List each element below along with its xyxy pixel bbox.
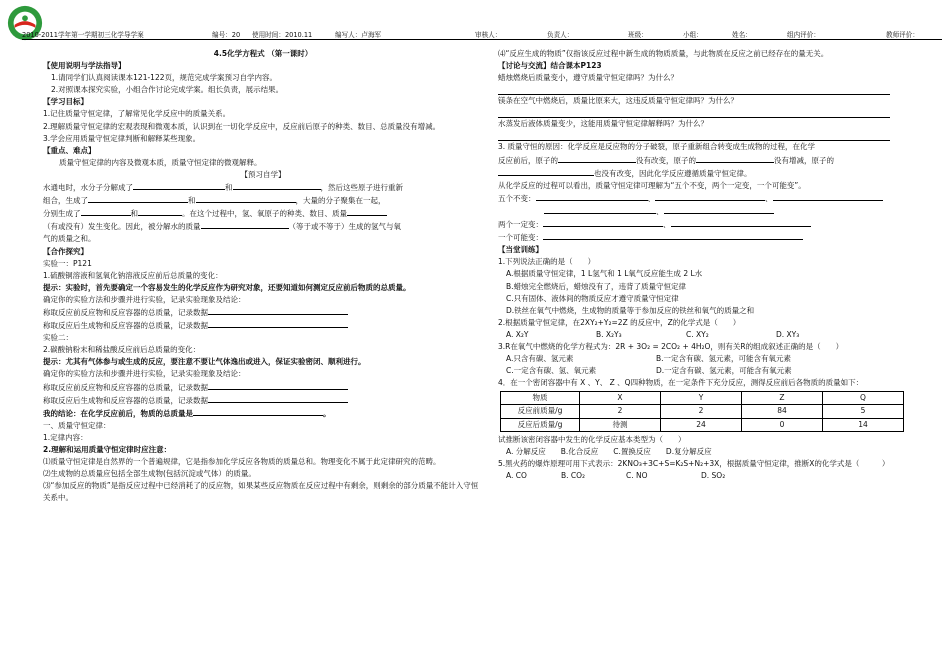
- law-item: ⑵生成物的总质量应包括全部生成物(包括沉淀或气体）的质量。: [43, 469, 256, 479]
- table-header-cell: Y: [661, 392, 742, 405]
- reason-text: 没有改变，原子的: [636, 155, 696, 165]
- section-discuss-heading: 【讨论与交流】结合课本P123: [498, 61, 602, 71]
- preview-text: 水通电时，水分子分解成了: [43, 183, 133, 193]
- reason-text: 也没有改变，因此化学反应遵循质量守恒定律。: [594, 168, 752, 178]
- left-column: [43, 48, 483, 504]
- blank-field[interactable]: [81, 207, 131, 216]
- record-text: 称取反应前反应物和反应容器的总质量，记录数据: [43, 307, 208, 317]
- record-text: 称取反应后生成物和反应容器的总质量，记录数据: [43, 395, 208, 405]
- option[interactable]: D. XY₃: [776, 329, 800, 339]
- option[interactable]: C.只有固体、液体间的物质反应才遵守质量守恒定律: [506, 293, 679, 303]
- preview-line: [43, 194, 483, 207]
- table-header-cell: X: [580, 392, 661, 405]
- two-label: 两个一定变：: [498, 220, 543, 230]
- table-header-cell: Z: [742, 392, 823, 405]
- preview-text: ，大量的分子聚集在一起，: [295, 196, 386, 206]
- blank-field[interactable]: [208, 319, 348, 328]
- section-preview-heading: 【预习自学】: [240, 169, 286, 179]
- law-item: ⑴质量守恒定律是自然界的一个普遍规律，它是指参加化学反应各物质的质量总和。物理变化不属于此定律研究的范畴。: [43, 457, 441, 467]
- option[interactable]: D.一定含有碳、氢元素，可能含有氧元素: [656, 366, 792, 376]
- preview-text: （等于或不等于）生成的氢气与氧: [288, 222, 401, 232]
- blank-field[interactable]: [347, 207, 387, 216]
- option[interactable]: C.一定含有碳、氢、氧元素: [506, 366, 597, 376]
- five-label: 五个不变：: [498, 193, 536, 203]
- preview-text: 和: [130, 209, 138, 219]
- table-cell: 反应前质量/g: [501, 405, 580, 418]
- table-cell: 24: [661, 418, 742, 431]
- option[interactable]: B.一定含有碳、氢元素，可能含有氧元素: [656, 354, 792, 364]
- goal-item: 3.学会应用质量守恒定律判断和解释某些现象。: [43, 133, 201, 143]
- experiment-plan: 确定你的实验方法和步骤并进行实验，记录实验现象及结论：: [43, 369, 246, 379]
- blank-field[interactable]: [208, 306, 348, 315]
- conclusion-line: [43, 407, 483, 420]
- right-column: [498, 48, 910, 482]
- header-reviewer: 审核人：: [475, 31, 502, 39]
- question: 试推断该密闭容器中发生的化学反应基本类型为（ ）: [498, 434, 686, 444]
- reason-line: [498, 154, 910, 167]
- preview-line: [43, 181, 483, 194]
- discuss-question: 镁条在空气中燃烧后，质量比原来大，这违反质量守恒定律吗？为什么？: [498, 96, 738, 106]
- goal-item: 2.理解质量守恒定律的宏观表现和微观本质，认识到在一切化学反应中，反应前后原子的种类、数目、总质量没有增减。: [43, 121, 441, 131]
- discuss-question: 水蒸发后液体质量变少，这能用质量守恒定律解释吗？为什么？: [498, 119, 708, 129]
- option[interactable]: B. X₂Y₃: [596, 329, 622, 339]
- preview-text: 和: [225, 183, 233, 193]
- blank-field[interactable]: [193, 407, 323, 416]
- experiment-desc: 1.硫酸铜溶液和氢氧化钠溶液反应前后总质量的变化：: [43, 270, 223, 280]
- header-class: 班级：: [628, 31, 648, 39]
- section-goals-heading: 【学习目标】: [43, 97, 88, 107]
- table-header-cell: Q: [823, 392, 904, 405]
- goal-item: 1.记住质量守恒定律，了解常见化学反应中的质量关系。: [43, 109, 231, 119]
- blank-field[interactable]: [138, 207, 182, 216]
- record-line: [43, 394, 483, 407]
- question: 3.R在氧气中燃烧的化学方程式为：2R + 3O₂ = 2CO₂ + 4H₂O，则有关R的组成叙述正确的是（ ）: [498, 341, 844, 351]
- question: 4．在一个密闭容器中有 X 、Y、 Z 、Q四种物质，在一定条件下充分反应，测得反应前后各物质的质量如下：: [498, 378, 864, 388]
- option-row[interactable]: A. 分解反应 B.化合反应 C.置换反应 D.复分解反应: [506, 446, 712, 456]
- table-cell: 2: [580, 405, 661, 418]
- reason-text: 反应前后，原子的: [498, 155, 558, 165]
- blank-field[interactable]: [773, 192, 883, 201]
- usage-item: 1.请同学们认真阅读课本121-122页，规范完成学案预习自学内容。: [51, 73, 277, 83]
- blank-field[interactable]: [543, 218, 663, 227]
- blank-field[interactable]: [558, 154, 636, 163]
- five-line: 五个不变： 、 、: [498, 192, 910, 205]
- section-training-heading: 【当堂训练】: [498, 245, 543, 255]
- record-text: 称取反应前反应物和反应容器的总质量，记录数据: [43, 382, 208, 392]
- blank-field[interactable]: [88, 194, 188, 203]
- tip-text: 提示：尤其有气体参与或生成的反应，要注意不要让气体逸出或进入，保证实验密闭、顺利进行。: [43, 357, 366, 367]
- law-item: 1.定律内容：: [43, 432, 88, 442]
- table-header-cell: 物质: [501, 392, 580, 405]
- table-cell: 0: [742, 418, 823, 431]
- one-label: 一个可能变：: [498, 233, 543, 243]
- blank-field[interactable]: [664, 205, 774, 214]
- blank-field[interactable]: [498, 167, 594, 176]
- preview-line: [43, 207, 483, 220]
- law-heading: 一、质量守恒定律：: [43, 420, 111, 430]
- blank-field[interactable]: [536, 192, 648, 201]
- question: 5.黑火药的爆炸原理可用下式表示：2KNO₃+3C+S=K₂S+N₂+3X，根据质量守恒定律，推断X的化学式是（ ）: [498, 458, 890, 468]
- option[interactable]: D.铁丝在氧气中燃烧，生成物的质量等于参加反应的铁丝和氧气的质量之和: [506, 305, 755, 315]
- law-item: ⑷“反应生成的物质”仅指该反应过程中新生成的物质质量，与此物质在反应之前已经存在的量无关。: [498, 49, 829, 58]
- blank-field[interactable]: [671, 218, 811, 227]
- preview-text: 和: [188, 196, 196, 206]
- table-cell: 待测: [580, 418, 661, 431]
- reason-text: 3. 质量守恒的原因：化学反应是反应物的分子破裂，原子重新组合转变成生成物的过程，在化学: [498, 142, 816, 152]
- answer-line[interactable]: [498, 130, 890, 141]
- table-cell: 14: [823, 418, 904, 431]
- header-number: 编号：20: [212, 31, 241, 39]
- preview-text: 。在这个过程中，氢、氧原子的种类、数目、质量: [182, 209, 347, 219]
- one-line: [498, 231, 910, 244]
- table-row: [501, 418, 904, 431]
- answer-line[interactable]: [498, 107, 890, 118]
- header-bar: [22, 27, 942, 40]
- blank-field[interactable]: [133, 181, 225, 190]
- preview-text: 组合，生成了: [43, 196, 88, 206]
- conclusion-text: 。: [323, 408, 331, 418]
- blank-field[interactable]: [208, 394, 348, 403]
- option[interactable]: A. CO: [506, 470, 527, 480]
- reason-line: [498, 167, 910, 180]
- option[interactable]: B.蜡烛完全燃烧后，蜡烛没有了，违背了质量守恒定律: [506, 281, 687, 291]
- blank-field[interactable]: [201, 220, 289, 229]
- record-text: 称取反应后生成物和反应容器的总质量，记录数据: [43, 321, 208, 331]
- header-title: 2010-2011学年第一学期初三化学导学案: [22, 31, 144, 39]
- header-group: 小组：: [683, 31, 703, 39]
- header-teacher-eval: 教师评价：: [886, 31, 919, 39]
- table-cell: 84: [742, 405, 823, 418]
- option[interactable]: D. SO₂: [701, 470, 726, 480]
- q5-options: [498, 470, 910, 482]
- five-line: 、: [498, 205, 910, 218]
- table-cell: 反应后质量/g: [501, 418, 580, 431]
- five-text: 从化学反应的过程可以看出，质量守恒定律可理解为“五个不变，两个一定变，一个可能变”。: [498, 180, 806, 190]
- experiment-label: 实验一：P121: [43, 258, 92, 268]
- section-usage-heading: 【使用说明与学法指导】: [43, 61, 126, 71]
- blank-field[interactable]: [655, 192, 765, 201]
- answer-line[interactable]: [498, 84, 890, 95]
- table-cell: 2: [661, 405, 742, 418]
- preview-text: 气的质量之和。: [43, 234, 96, 244]
- section-explore-heading: 【合作探究】: [43, 246, 88, 256]
- record-line: [43, 306, 483, 319]
- experiment-plan: 确定你的实验方法和步骤并进行实验，记录实验现象及结论：: [43, 294, 246, 304]
- question: 1.下列说法正确的是（ ）: [498, 257, 596, 267]
- blank-field[interactable]: [543, 231, 803, 240]
- conclusion-text: 我的结论：在化学反应前后，物质的总质量是: [43, 408, 193, 418]
- option[interactable]: B. CO₂: [561, 470, 586, 480]
- blank-field[interactable]: [196, 194, 296, 203]
- q3-options-row: [498, 353, 910, 365]
- option[interactable]: A.只含有碳、氢元素: [506, 354, 574, 364]
- page-title: 4.5化学方程式 （第一课时）: [213, 49, 313, 58]
- reason-text: 没有增减，原子的: [774, 155, 834, 165]
- section-keypoints-heading: 【重点、难点】: [43, 145, 96, 155]
- header-group-eval: 组内评价：: [787, 31, 820, 39]
- table-header-row: [501, 392, 904, 405]
- header-owner: 负责人：: [547, 31, 574, 39]
- preview-text: 分别生成了: [43, 209, 81, 219]
- question: 2.根据质量守恒定律，在2XY₂+Y₂=2Z 的反应中，Z的化学式是（ ）: [498, 317, 741, 327]
- blank-field[interactable]: [544, 205, 656, 214]
- q2-options: [498, 329, 910, 341]
- experiment-desc: 2.碳酸钠粉末和稀盐酸反应前后总质量的变化：: [43, 345, 201, 355]
- keypoints-text: 质量守恒定律的内容及微观本质，质量守恒定律的微观解释。: [59, 157, 262, 167]
- blank-field[interactable]: [233, 181, 321, 190]
- experiment-label: 实验二：: [43, 333, 73, 343]
- option[interactable]: A. X₂Y: [506, 329, 529, 339]
- header-time: 使用时间：2010.11: [252, 31, 313, 39]
- preview-text: ，然后这些原子进行重新: [320, 183, 403, 193]
- law-item: ⑶“参加反应的物质”是指反应过程中已经消耗了的反应物，如果某些反应物质在反应过程中有剩余，则剩余的部分质量不能计入守恒关系中。: [43, 481, 479, 503]
- record-line: [43, 381, 483, 394]
- blank-field[interactable]: [696, 154, 774, 163]
- option[interactable]: C. XY₂: [686, 329, 709, 339]
- blank-field[interactable]: [208, 381, 348, 390]
- two-line: 两个一定变： 、: [498, 218, 910, 231]
- option[interactable]: C. NO: [626, 470, 648, 480]
- usage-item: 2.对照课本探究实验，小组合作讨论完成学案。组长负责，展示结果。: [51, 85, 284, 95]
- header-name: 姓名：: [732, 31, 752, 39]
- option[interactable]: A.根据质量守恒定律，1 L氢气和 1 L氧气反应能生成 2 L水: [506, 269, 703, 279]
- law-item: 2.理解和运用质量守恒定律时应注意：: [43, 445, 172, 454]
- record-line: [43, 319, 483, 332]
- preview-line: [43, 220, 483, 233]
- mass-table: [500, 391, 904, 431]
- discuss-question: 蜡烛燃烧后质量变小，遵守质量守恒定律吗？为什么？: [498, 73, 678, 83]
- q3-options-row: [498, 365, 910, 377]
- table-cell: 5: [823, 405, 904, 418]
- table-row: [501, 405, 904, 418]
- tip-text: 提示：实验时，首先要确定一个容易发生的化学反应作为研究对象，还要知道如何测定反应前后物质的总质量。: [43, 282, 411, 292]
- header-writer: 编写人：卢海军: [335, 31, 382, 39]
- preview-text: （有或没有）发生变化。因此，被分解水的质量: [43, 222, 201, 232]
